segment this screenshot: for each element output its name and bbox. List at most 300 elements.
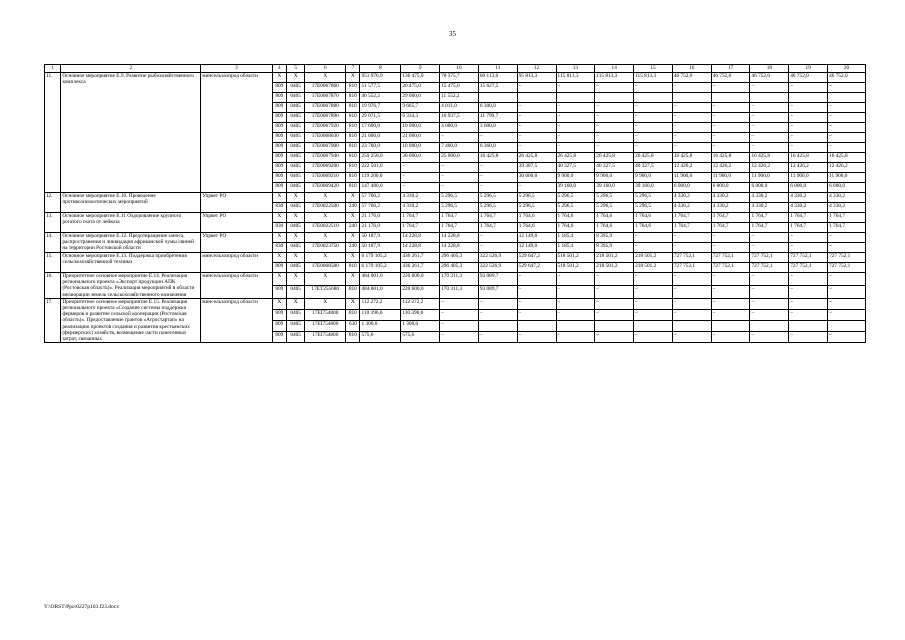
table-cell: 1 764,6 bbox=[634, 213, 673, 223]
table-cell: – bbox=[517, 183, 556, 193]
table-cell: – bbox=[634, 233, 673, 243]
table-cell: 296 405,3 bbox=[440, 253, 479, 263]
table-cell: 0405 bbox=[286, 143, 304, 153]
table-cell: 1 764,7 bbox=[750, 223, 789, 233]
table-cell: 57 760,2 bbox=[360, 193, 401, 203]
table-cell: 4 330,2 bbox=[711, 203, 750, 213]
table-cell: 10 000,0 bbox=[401, 123, 440, 133]
table-cell: 46 752,0 bbox=[789, 73, 828, 83]
table-cell: 17 600,0 bbox=[360, 123, 401, 133]
event-name: Основное мероприятие Е.12. Предотвращение заноса, распространения и ликвидация африканской чумы свиней на территории Ростовской области bbox=[61, 233, 201, 253]
table-cell: 1 764,7 bbox=[478, 213, 517, 223]
table-cell: 30 000,0 bbox=[401, 153, 440, 163]
column-header: 7 bbox=[346, 65, 360, 73]
table-cell: 630 bbox=[346, 321, 360, 332]
table-cell: 115 813,3 bbox=[634, 73, 673, 83]
table-cell: 26 425,8 bbox=[595, 153, 634, 163]
table-cell: 1 764,7 bbox=[711, 223, 750, 233]
table-cell: 218 501,2 bbox=[595, 263, 634, 273]
column-header: 14 bbox=[595, 65, 634, 73]
table-cell: 529 647,2 bbox=[517, 263, 556, 273]
table-cell: – bbox=[595, 113, 634, 123]
table-cell: – bbox=[750, 285, 789, 298]
table-cell: 1 764,7 bbox=[672, 223, 711, 233]
table-cell: 21 176,0 bbox=[360, 213, 401, 223]
table-cell: 1 300,0 bbox=[360, 321, 401, 332]
table-cell: 810 bbox=[346, 183, 360, 193]
table-cell: 1 764,7 bbox=[789, 213, 828, 223]
table-cell: 0405 bbox=[286, 133, 304, 143]
table-cell: 240 bbox=[346, 223, 360, 233]
table-cell: – bbox=[828, 113, 866, 123]
table-cell: 1 764,6 bbox=[556, 223, 595, 233]
table-cell: – bbox=[517, 103, 556, 113]
table-cell: 46 752,0 bbox=[750, 73, 789, 83]
table-cell: – bbox=[517, 285, 556, 298]
table-cell: 15 475,0 bbox=[440, 83, 479, 93]
table-cell: 19 976,7 bbox=[360, 103, 401, 113]
table-cell: 21 000,0 bbox=[401, 133, 440, 143]
table-cell: – bbox=[478, 298, 517, 309]
table-cell: 17Е0069210 bbox=[305, 173, 346, 183]
row-number: 17. bbox=[45, 298, 61, 342]
table-cell: X bbox=[305, 253, 346, 263]
table-cell: 727 752,1 bbox=[672, 253, 711, 263]
table-cell bbox=[517, 321, 556, 332]
table-cell: 5 296,5 bbox=[634, 203, 673, 213]
table-cell: – bbox=[634, 113, 673, 123]
table-cell: – bbox=[711, 309, 750, 320]
table-cell: 0405 bbox=[286, 123, 304, 133]
table-cell: 810 bbox=[346, 143, 360, 153]
table-cell: 809 bbox=[272, 93, 286, 103]
table-cell: – bbox=[711, 103, 750, 113]
table-cell: 11 900,0 bbox=[828, 173, 866, 183]
table-cell: – bbox=[750, 133, 789, 143]
table-cell: 16 425,8 bbox=[750, 153, 789, 163]
table-cell: 0405 bbox=[286, 309, 304, 320]
table-cell: – bbox=[828, 133, 866, 143]
table-cell: 1 764,6 bbox=[517, 223, 556, 233]
table-cell: 727 752,1 bbox=[711, 253, 750, 263]
table-cell: – bbox=[711, 123, 750, 133]
event-name: Основное мероприятие Е.11 Оздоровление крупного рогатого скота от лейкоза bbox=[61, 213, 201, 233]
table-cell: X bbox=[272, 298, 286, 309]
table-cell: – bbox=[672, 273, 711, 286]
table-cell: – bbox=[789, 103, 828, 113]
table-cell: 110 396,6 bbox=[401, 309, 440, 320]
table-cell: 1 764,6 bbox=[517, 213, 556, 223]
row-number: 15. bbox=[45, 253, 61, 273]
table-cell: 809 bbox=[272, 153, 286, 163]
table-cell: 1 764,6 bbox=[595, 223, 634, 233]
table-cell: 4 330,2 bbox=[672, 203, 711, 213]
table-cell: – bbox=[711, 133, 750, 143]
table-cell: – bbox=[517, 123, 556, 133]
table-cell: 0405 bbox=[286, 243, 304, 253]
table-cell: 112 272,2 bbox=[360, 298, 401, 309]
table-cell: – bbox=[634, 298, 673, 309]
table-cell: 14 228,8 bbox=[440, 233, 479, 243]
table-cell: 0405 bbox=[286, 83, 304, 93]
table-cell: 95 813,3 bbox=[517, 73, 556, 83]
table-cell: 147 480,0 bbox=[360, 183, 401, 193]
table-cell: 220 600,0 bbox=[401, 273, 440, 286]
table-cell: 296 405,3 bbox=[440, 263, 479, 273]
table-cell: – bbox=[595, 83, 634, 93]
table-cell: – bbox=[478, 243, 517, 253]
table-cell: – bbox=[828, 83, 866, 93]
table-cell: 6 179 105,2 bbox=[360, 253, 401, 263]
table-cell: – bbox=[595, 298, 634, 309]
table-cell: 16 425,8 bbox=[478, 153, 517, 163]
table-cell: X bbox=[272, 273, 286, 286]
table-cell: – bbox=[789, 309, 828, 320]
table-cell: 259 258,0 bbox=[360, 153, 401, 163]
table-cell bbox=[634, 93, 673, 103]
table-cell: – bbox=[556, 273, 595, 286]
table-cell: 0405 bbox=[286, 183, 304, 193]
table-cell: 29 000,0 bbox=[401, 93, 440, 103]
column-header: 9 bbox=[401, 65, 440, 73]
table-cell: – bbox=[556, 309, 595, 320]
table-cell: – bbox=[711, 243, 750, 253]
table-cell: 40 327,5 bbox=[556, 163, 595, 173]
table-cell: – bbox=[711, 233, 750, 243]
table-cell: 12 426,2 bbox=[750, 163, 789, 173]
table-cell: 26 425,8 bbox=[634, 153, 673, 163]
table-cell: – bbox=[634, 273, 673, 286]
table-cell: 40 327,5 bbox=[634, 163, 673, 173]
table-cell: 809 bbox=[272, 83, 286, 93]
column-header: 13 bbox=[556, 65, 595, 73]
table-cell: 810 bbox=[346, 83, 360, 93]
table-cell: X bbox=[286, 233, 304, 243]
table-cell: 50 187,9 bbox=[360, 243, 401, 253]
table-cell: – bbox=[828, 273, 866, 286]
table-cell: 12 149,0 bbox=[517, 243, 556, 253]
page-number: 35 bbox=[449, 30, 456, 38]
table-cell: – bbox=[711, 273, 750, 286]
table-cell: 1 185,4 bbox=[556, 243, 595, 253]
table-cell: 119 200,0 bbox=[360, 173, 401, 183]
table-cell: 810 bbox=[346, 163, 360, 173]
table-cell: 1 764,7 bbox=[711, 213, 750, 223]
executor: минсельхозпрод области bbox=[201, 273, 272, 299]
table-cell: 16 425,8 bbox=[828, 153, 866, 163]
table-cell: 17Е0069200 bbox=[305, 163, 346, 173]
table-cell: 1 764,7 bbox=[440, 213, 479, 223]
table-cell: X bbox=[272, 213, 286, 223]
table-cell: 1 300,0 bbox=[401, 321, 440, 332]
table-cell: – bbox=[750, 123, 789, 133]
table-cell: 810 bbox=[346, 263, 360, 273]
table-cell: 727 752,1 bbox=[789, 263, 828, 273]
table-cell: – bbox=[478, 183, 517, 193]
table-cell: 12 426,2 bbox=[711, 163, 750, 173]
executor: минсельхозпрод области bbox=[201, 298, 272, 342]
table-cell: 78 375,7 bbox=[440, 73, 479, 83]
table-cell: X bbox=[286, 253, 304, 263]
table-cell: 93 089,7 bbox=[478, 285, 517, 298]
table-cell: – bbox=[750, 233, 789, 243]
table-cell: – bbox=[595, 285, 634, 298]
table-cell: – bbox=[556, 298, 595, 309]
table-cell: 30 000,0 bbox=[517, 173, 556, 183]
table-cell: 575,6 bbox=[401, 332, 440, 343]
table-cell: 17Е0068580 bbox=[305, 263, 346, 273]
table-cell: 575,6 bbox=[360, 332, 401, 343]
table-cell: 46 752,0 bbox=[672, 73, 711, 83]
table-cell: X bbox=[286, 193, 304, 203]
table-cell: – bbox=[750, 332, 789, 343]
table-cell: 0405 bbox=[286, 153, 304, 163]
event-name: Основное мероприятие Е.10. Проведение противоэпизоотических мероприятий bbox=[61, 193, 201, 213]
row-number: 13. bbox=[45, 213, 61, 233]
table-cell: – bbox=[517, 298, 556, 309]
table-cell: 5 296,5 bbox=[634, 193, 673, 203]
column-header: 18 bbox=[750, 65, 789, 73]
table-cell: – bbox=[828, 243, 866, 253]
table-cell: 809 bbox=[272, 183, 286, 193]
table-cell: 17Е0069420 bbox=[305, 183, 346, 193]
table-cell bbox=[672, 321, 711, 332]
table-cell: – bbox=[556, 133, 595, 143]
table-cell: 14 228,8 bbox=[440, 243, 479, 253]
table-cell: 39 160,0 bbox=[595, 183, 634, 193]
table-cell: – bbox=[789, 243, 828, 253]
table-cell: 1 764,6 bbox=[595, 213, 634, 223]
event-name: Основное мероприятие Е.13. Поддержка приобретения сельскохозяйственной техники bbox=[61, 253, 201, 273]
table-cell: 1 764,7 bbox=[401, 223, 440, 233]
table-cell bbox=[478, 93, 517, 103]
table-cell: 810 bbox=[346, 113, 360, 123]
table-cell: – bbox=[828, 143, 866, 153]
table-cell: 6 179 105,2 bbox=[360, 263, 401, 273]
table-cell: – bbox=[828, 233, 866, 243]
table-cell bbox=[750, 93, 789, 103]
table-cell: 9 900,0 bbox=[595, 173, 634, 183]
table-cell bbox=[634, 321, 673, 332]
table-cell: 218 501,2 bbox=[595, 253, 634, 263]
table-cell: X bbox=[346, 213, 360, 223]
column-header: 2 bbox=[61, 65, 201, 73]
table-cell: 727 752,1 bbox=[828, 253, 866, 263]
table-cell: – bbox=[789, 133, 828, 143]
table-cell: 23 760,0 bbox=[360, 143, 401, 153]
table-cell: 6 000,0 bbox=[828, 183, 866, 193]
table-cell: 40 327,5 bbox=[595, 163, 634, 173]
table-cell: 4 011,0 bbox=[440, 103, 479, 113]
table-cell: – bbox=[672, 143, 711, 153]
table-cell: X bbox=[286, 273, 304, 286]
table-cell: 484 001,0 bbox=[360, 285, 401, 298]
table-cell: 29 071,5 bbox=[360, 113, 401, 123]
table-cell: 40 552,2 bbox=[360, 93, 401, 103]
table-cell: 222 501,0 bbox=[360, 163, 401, 173]
table-cell: 0405 bbox=[286, 163, 304, 173]
table-cell: 4 330,2 bbox=[789, 203, 828, 213]
table-cell: – bbox=[478, 309, 517, 320]
table-cell: – bbox=[595, 103, 634, 113]
table-cell: 0405 bbox=[286, 173, 304, 183]
table-cell: – bbox=[750, 143, 789, 153]
footer-file-path: Y:\ORST\Ppo\0227p103.f23.docx bbox=[44, 604, 119, 610]
column-header: 3 bbox=[201, 65, 272, 73]
table-cell: X bbox=[346, 233, 360, 243]
table-cell: 17Е0067870 bbox=[305, 93, 346, 103]
table-cell: – bbox=[517, 83, 556, 93]
table-cell: 1 764,7 bbox=[828, 213, 866, 223]
table-cell: – bbox=[711, 113, 750, 123]
column-header: 4 bbox=[272, 65, 286, 73]
table-cell: – bbox=[672, 83, 711, 93]
table-cell: 810 bbox=[346, 285, 360, 298]
row-number: 14. bbox=[45, 233, 61, 253]
column-header: 12 bbox=[517, 65, 556, 73]
table-cell: 170 311,3 bbox=[440, 273, 479, 286]
table-cell: 5 296,5 bbox=[595, 203, 634, 213]
table-cell: – bbox=[672, 285, 711, 298]
table-cell: 1 764,6 bbox=[556, 213, 595, 223]
table-cell: 17Е0022510 bbox=[305, 223, 346, 233]
table-cell bbox=[672, 93, 711, 103]
table-cell: 5 296,5 bbox=[478, 203, 517, 213]
table-cell bbox=[789, 93, 828, 103]
table-row bbox=[45, 213, 866, 223]
table-cell: – bbox=[672, 298, 711, 309]
table-cell: – bbox=[517, 113, 556, 123]
table-cell: 218 501,2 bbox=[634, 263, 673, 273]
table-cell: 809 bbox=[272, 309, 286, 320]
table-cell: – bbox=[440, 163, 479, 173]
table-cell: 810 bbox=[346, 309, 360, 320]
table-cell: 810 bbox=[346, 123, 360, 133]
table-cell: 17Е0067860 bbox=[305, 83, 346, 93]
table-cell: – bbox=[556, 332, 595, 343]
table-cell: 6 000,0 bbox=[789, 183, 828, 193]
table-cell: 1 185,4 bbox=[556, 233, 595, 243]
table-cell: – bbox=[828, 298, 866, 309]
table-cell: – bbox=[789, 233, 828, 243]
table-cell: X bbox=[286, 213, 304, 223]
executor: Упрвет РО bbox=[201, 233, 272, 253]
table-cell: X bbox=[346, 253, 360, 263]
table-cell: – bbox=[401, 163, 440, 173]
table-cell: 4 330,2 bbox=[789, 193, 828, 203]
table-cell: 484 001,0 bbox=[360, 273, 401, 286]
table-cell: – bbox=[828, 285, 866, 298]
table-row bbox=[45, 193, 866, 203]
table-row bbox=[45, 233, 866, 243]
table-cell: – bbox=[517, 309, 556, 320]
table-cell: 518 501,2 bbox=[556, 253, 595, 263]
table-cell: 17ЕI754800 bbox=[305, 332, 346, 343]
table-cell: 6 000,0 bbox=[711, 183, 750, 193]
table-cell: 809 bbox=[272, 263, 286, 273]
table-cell: X bbox=[346, 273, 360, 286]
table-cell: 4 330,2 bbox=[672, 193, 711, 203]
table-cell: 830 bbox=[272, 243, 286, 253]
table-row bbox=[45, 273, 866, 286]
table-cell: 810 bbox=[346, 133, 360, 143]
table-cell: 4 000,0 bbox=[440, 123, 479, 133]
column-header: 15 bbox=[634, 65, 673, 73]
table-cell: – bbox=[828, 103, 866, 113]
table-cell: 17Е0067890 bbox=[305, 113, 346, 123]
table-cell: 17ЕI754800 bbox=[305, 309, 346, 320]
table-cell bbox=[517, 93, 556, 103]
table-cell: 810 bbox=[346, 332, 360, 343]
table-cell: 218 501,2 bbox=[634, 253, 673, 263]
table-cell: 11 900,0 bbox=[789, 173, 828, 183]
table-cell: 11 552,2 bbox=[440, 93, 479, 103]
table-cell: 809 bbox=[272, 321, 286, 332]
table-cell: 39 160,0 bbox=[634, 183, 673, 193]
table-cell: – bbox=[634, 83, 673, 93]
table-cell: 3 600,0 bbox=[478, 123, 517, 133]
table-cell: – bbox=[440, 321, 479, 332]
column-header: 5 bbox=[286, 65, 304, 73]
table-cell: – bbox=[634, 123, 673, 133]
table-cell: 0405 bbox=[286, 285, 304, 298]
table-cell: 17ЕI754800 bbox=[305, 321, 346, 332]
table-cell: X bbox=[305, 233, 346, 243]
table-cell: 25 000,0 bbox=[440, 153, 479, 163]
table-cell: – bbox=[478, 173, 517, 183]
table-cell: 240 bbox=[346, 243, 360, 253]
table-cell bbox=[711, 93, 750, 103]
table-cell: – bbox=[556, 285, 595, 298]
table-cell: – bbox=[556, 123, 595, 133]
table-cell: 322 526,9 bbox=[478, 263, 517, 273]
table-cell: 6 000,0 bbox=[750, 183, 789, 193]
table-cell: 46 752,0 bbox=[711, 73, 750, 83]
table-cell: 8 395,9 bbox=[595, 243, 634, 253]
table-cell: 115 813,3 bbox=[556, 73, 595, 83]
table-cell bbox=[478, 321, 517, 332]
executor: Упрвет РО bbox=[201, 193, 272, 213]
table-cell: 57 760,2 bbox=[360, 203, 401, 213]
table-cell bbox=[556, 93, 595, 103]
table-cell: X bbox=[272, 233, 286, 243]
table-cell: 436 261,7 bbox=[401, 253, 440, 263]
table-cell: 9 665,7 bbox=[401, 103, 440, 113]
table-cell: X bbox=[286, 73, 304, 83]
table-cell: 1 764,7 bbox=[440, 223, 479, 233]
table-cell: 20 475,0 bbox=[401, 83, 440, 93]
table-cell: X bbox=[305, 273, 346, 286]
table-cell: 17Е0068030 bbox=[305, 133, 346, 143]
table-cell: – bbox=[478, 163, 517, 173]
table-cell: 809 bbox=[272, 163, 286, 173]
table-cell: 5 296,5 bbox=[517, 193, 556, 203]
row-number: 12. bbox=[45, 193, 61, 213]
table-cell: 11 799,7 bbox=[478, 113, 517, 123]
executor: минсельхозпрод области bbox=[201, 253, 272, 273]
table-cell: 7 400,0 bbox=[440, 143, 479, 153]
table-cell: 809 bbox=[272, 173, 286, 183]
table-cell: – bbox=[634, 309, 673, 320]
table-cell: – bbox=[556, 103, 595, 113]
table-cell: 6 000,0 bbox=[672, 183, 711, 193]
table-cell: 17Е0022500 bbox=[305, 203, 346, 213]
table-cell: X bbox=[305, 193, 346, 203]
table-cell: 0405 bbox=[286, 332, 304, 343]
column-header: 20 bbox=[828, 65, 866, 73]
table-cell: 0405 bbox=[286, 203, 304, 213]
table-cell: 6 334,3 bbox=[401, 113, 440, 123]
